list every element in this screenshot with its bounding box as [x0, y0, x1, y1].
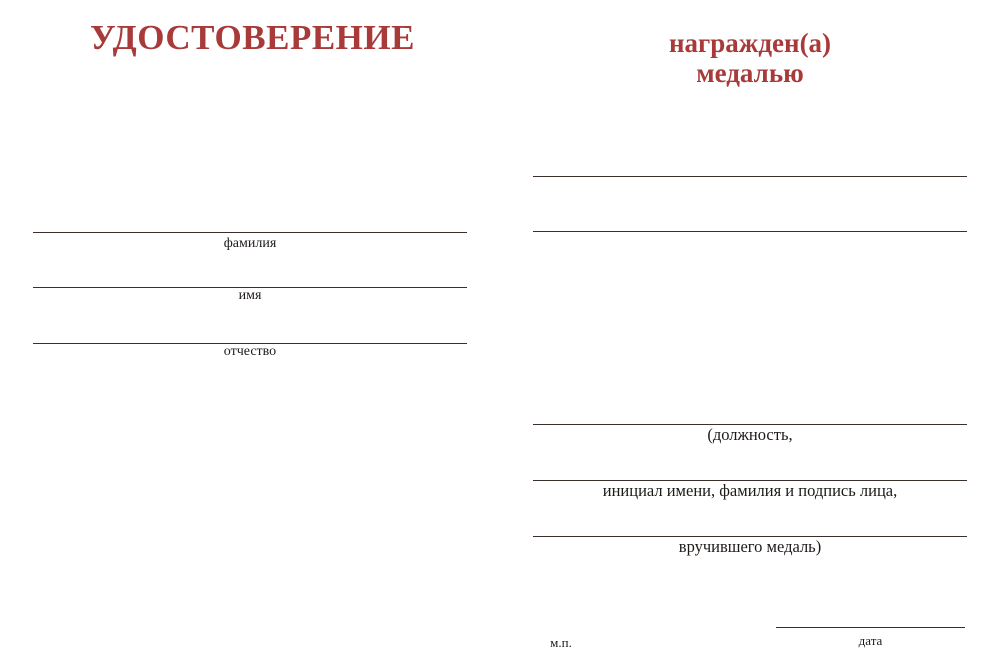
signature-caption: инициал имени, фамилия и подпись лица,	[602, 481, 898, 500]
position-caption: (должность,	[707, 425, 793, 444]
medal-name-line-2	[533, 231, 967, 232]
awarded-line-1: награжден(а)	[668, 28, 832, 58]
awarded-heading	[600, 28, 900, 88]
date-label: дата	[858, 633, 883, 648]
patronymic-label: отчество	[223, 344, 277, 359]
certificate-title: УДОСТОВЕРЕНИЕ	[90, 18, 415, 57]
presenter-caption: вручившего медаль)	[678, 537, 822, 556]
seal-label: м.п.	[550, 635, 572, 650]
awarded-line-2: медалью	[696, 58, 804, 88]
surname-line	[33, 232, 467, 233]
medal-name-line-1	[533, 176, 967, 177]
date-line	[776, 627, 965, 628]
first-name-label: имя	[238, 288, 262, 303]
surname-label: фамилия	[223, 236, 277, 251]
